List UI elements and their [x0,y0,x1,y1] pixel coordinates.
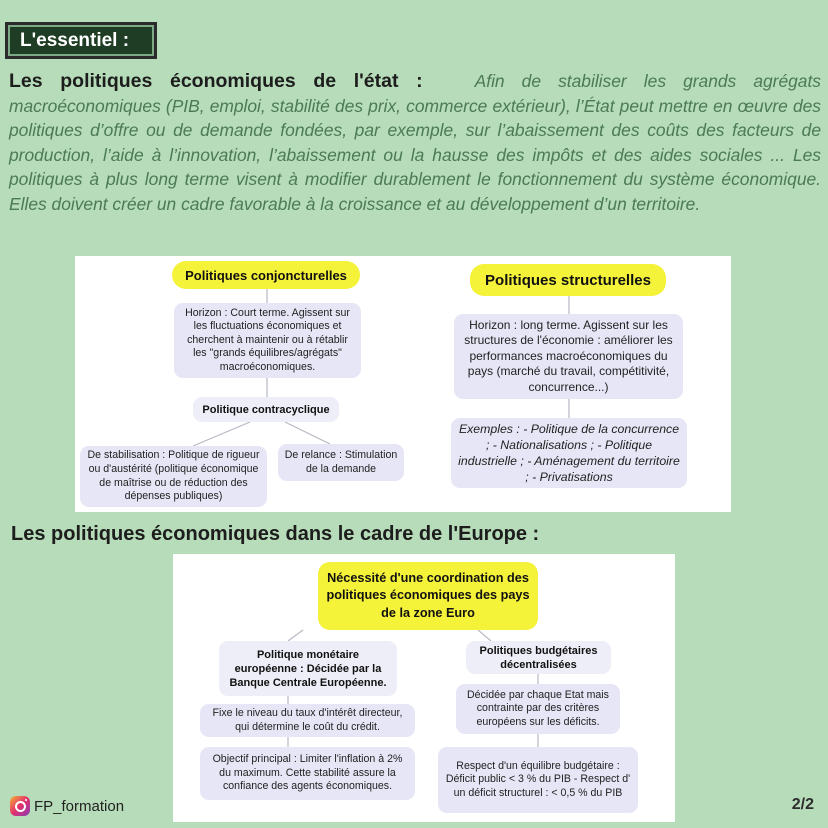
respect-equilibre-box: Respect d'un équilibre budgétaire : Déficit public < 3 % du PIB - Respect d' un déficit structurel : < 0,5 % du PIB [438,747,638,813]
decidee-etat-box: Décidée par chaque Etat mais contrainte par des critères européens sur les déficits. [456,684,620,734]
instagram-icon [10,796,30,816]
diagram-politiques [75,256,731,512]
taux-directeur-box: Fixe le niveau du taux d'intérêt directeur, qui détermine le coût du crédit. [200,704,415,737]
politique-contracyclique: Politique contracyclique [193,397,339,422]
coordination-box: Nécessité d'une coordination des politiques économiques des pays de la zone Euro [318,562,538,630]
struct-horizon-box: Horizon : long terme. Agissent sur les structures de l'économie : améliorer les performances macroéconomiques du pays (marché du travail, compétitivité, concurrence...) [454,314,683,399]
politique-monetaire-box: Politique monétaire européenne : Décidée par la Banque Centrale Européenne. [219,641,397,696]
handle-text: FP_formation [34,797,125,815]
intro-text: Afin de stabiliser les grands agrégats macroéconomiques (PIB, emploi, stabilité des prix, commerce extérieur), l’État peut mettre en œuvre des politiques d’offre ou de demande fondées, par exemple, sur l’abaissement des coûts des facteurs de production, l’aide à l’innovation, l’abaissement ou la hausse des impôts et des aides sociales ... Les politiques à plus long terme visent à modifier durablement le fonctionnement du système économique. Elles doivent créer un cadre favorable à la croissance et au développement d’un territoire. [9,71,821,214]
intro-heading: Les politiques économiques de l'état : [9,70,423,92]
politiques-conjoncturelles-title: Politiques conjoncturelles [172,261,360,289]
stabilisation-box: De stabilisation : Politique de rigueur ou d'austérité (politique économique de maîtrise ou de réduction des dépenses publiques) [80,446,267,507]
exemples-box: Exemples : - Politique de la concurrence ; - Nationalisations ; - Politique industrielle ; - Aménagement du territoire ; - Privatisations [451,418,687,488]
objectif-inflation-box: Objectif principal : Limiter l'inflation à 2% du maximum. Cette stabilité assure la confiance des agents économiques. [200,747,415,800]
relance-box: De relance : Stimulation de la demande [278,444,404,481]
intro-paragraph [9,69,821,217]
europe-heading: Les politiques économiques dans le cadre de l'Europe : [11,523,540,545]
footer-handle[interactable] [10,796,124,816]
diagram-europe [173,554,675,822]
page-number: 2/2 [791,796,814,813]
essentiel-badge: L'essentiel : [5,22,157,59]
politiques-structurelles-title: Politiques structurelles [470,264,666,296]
conj-horizon-box: Horizon : Court terme. Agissent sur les fluctuations économiques et cherchent à maintenir ou à rétablir les "grands équilibres/agrégats" macroéconomiques. [174,303,361,378]
politiques-budgetaires-box: Politiques budgétaires décentralisées [466,641,611,674]
